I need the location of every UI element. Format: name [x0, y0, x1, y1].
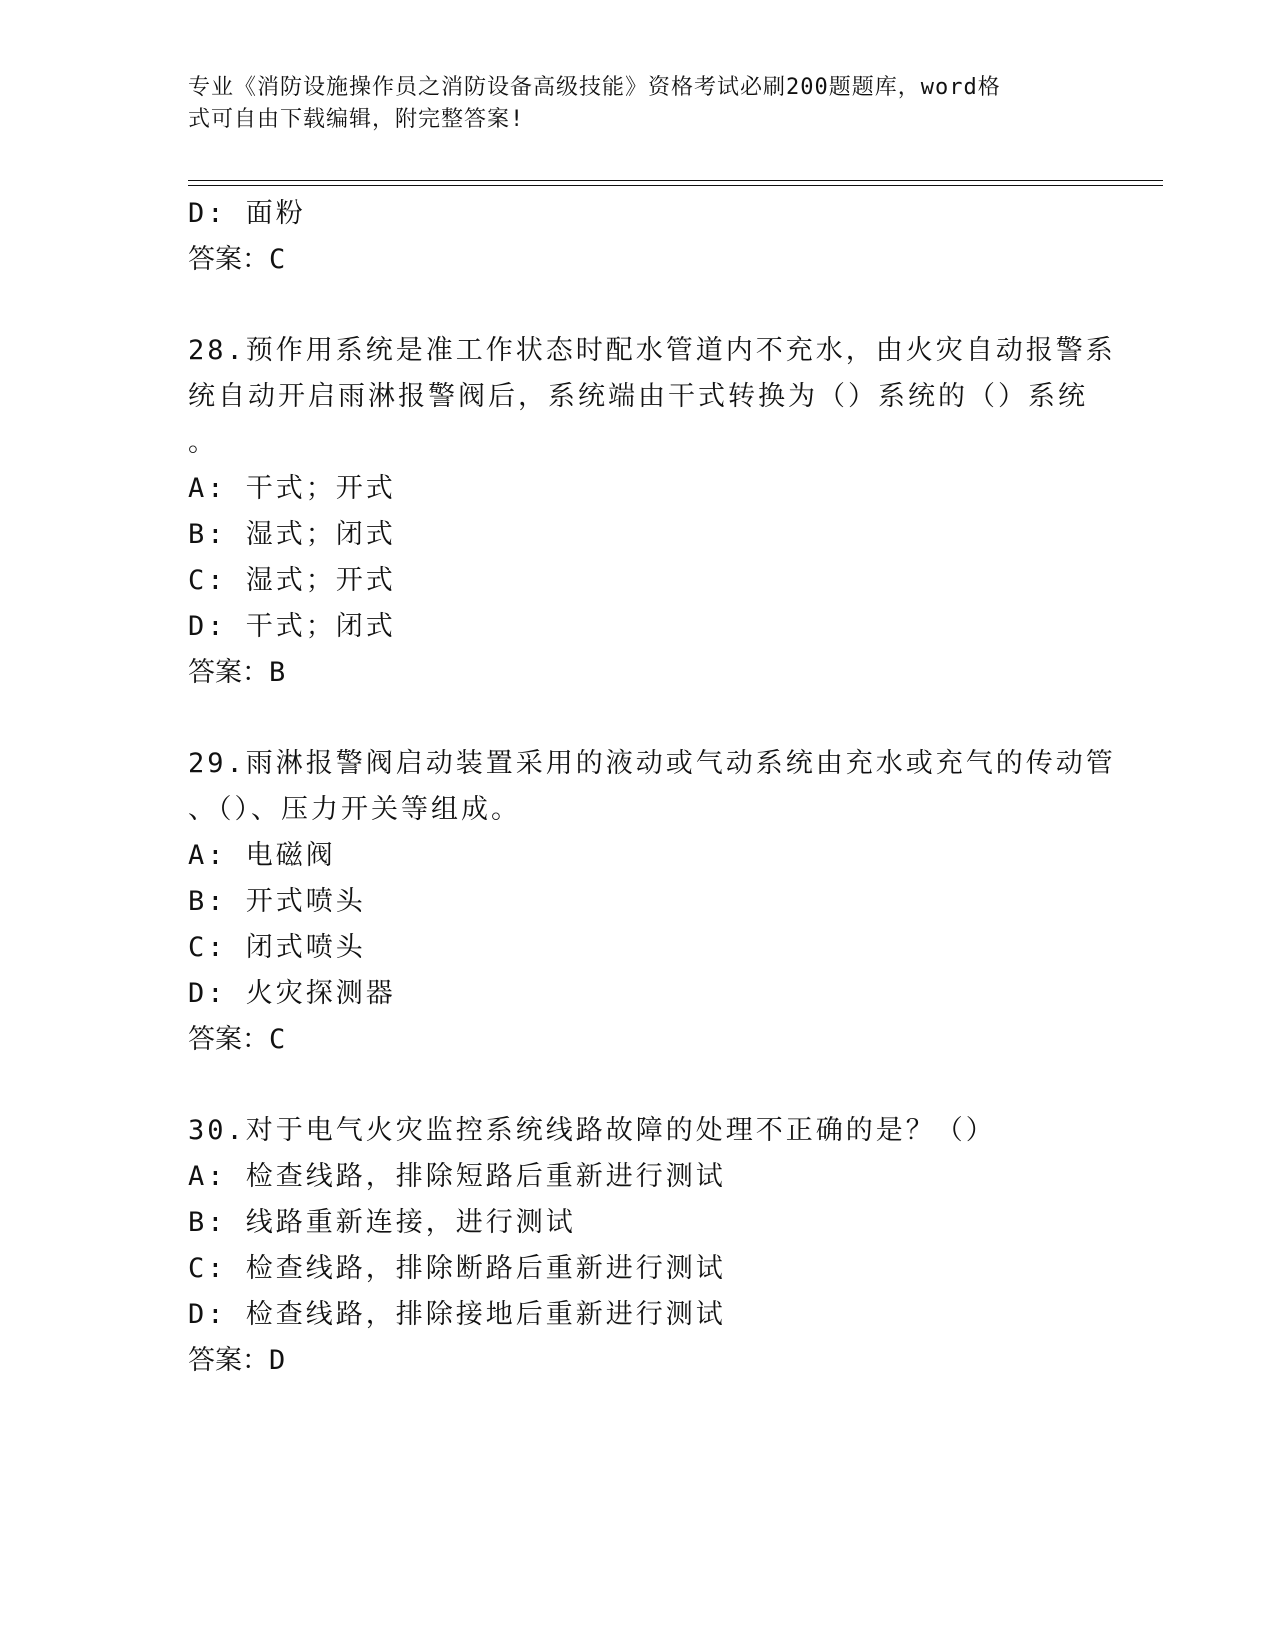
- previous-question-tail: [188, 191, 1088, 283]
- answer: [188, 1017, 1088, 1063]
- question-text-line: 。: [188, 427, 218, 458]
- answer-label: 答案：: [188, 657, 269, 688]
- answer: [188, 650, 1088, 696]
- header-line-2: 式可自由下载编辑，附完整答案!: [188, 107, 525, 132]
- option-d: D: 面粉: [188, 198, 306, 229]
- answer: [188, 1338, 1088, 1384]
- answer-label: 答案：: [188, 244, 269, 275]
- question-text-line: 统自动开启雨淋报警阀后，系统端由干式转换为（）系统的（）系统: [188, 381, 1088, 412]
- answer-value: D: [269, 1345, 286, 1376]
- header-line-1: 专业《消防设施操作员之消防设备高级技能》资格考试必刷200题题库，word格: [188, 75, 1001, 100]
- answer-value: C: [269, 244, 286, 275]
- question-29: [188, 741, 1116, 1063]
- option-d: D: 检查线路，排除接地后重新进行测试: [188, 1299, 726, 1330]
- option-d: D: 干式；闭式: [188, 611, 396, 642]
- answer-label: 答案：: [188, 1345, 269, 1376]
- answer-value: B: [269, 657, 286, 688]
- question-text-line: 28.预作用系统是准工作状态时配水管道内不充水，由火灾自动报警系: [188, 335, 1116, 366]
- question-28: [188, 328, 1116, 696]
- question-text-line: 、（）、压力开关等组成。: [188, 794, 521, 825]
- option-d: D: 火灾探测器: [188, 978, 396, 1009]
- page-header: [188, 72, 1068, 136]
- header-rule-top: [188, 180, 1163, 181]
- option-c: C: 检查线路，排除断路后重新进行测试: [188, 1253, 726, 1284]
- option-a: A: 检查线路，排除短路后重新进行测试: [188, 1161, 726, 1192]
- question-list: [188, 191, 1116, 1384]
- option-b: B: 湿式；闭式: [188, 519, 396, 550]
- option-c: C: 闭式喷头: [188, 932, 366, 963]
- option-a: A: 干式；开式: [188, 473, 396, 504]
- answer-value: C: [269, 1024, 286, 1055]
- answer: [188, 237, 1088, 283]
- question-text-line: 30.对于电气火灾监控系统线路故障的处理不正确的是？（）: [188, 1115, 996, 1146]
- question-text-line: 29.雨淋报警阀启动装置采用的液动或气动系统由充水或充气的传动管: [188, 748, 1116, 779]
- option-a: A: 电磁阀: [188, 840, 336, 871]
- question-30: [188, 1108, 1088, 1384]
- option-b: B: 线路重新连接，进行测试: [188, 1207, 576, 1238]
- header-rule-bottom: [188, 185, 1163, 186]
- option-c: C: 湿式；开式: [188, 565, 396, 596]
- option-b: B: 开式喷头: [188, 886, 366, 917]
- answer-label: 答案：: [188, 1024, 269, 1055]
